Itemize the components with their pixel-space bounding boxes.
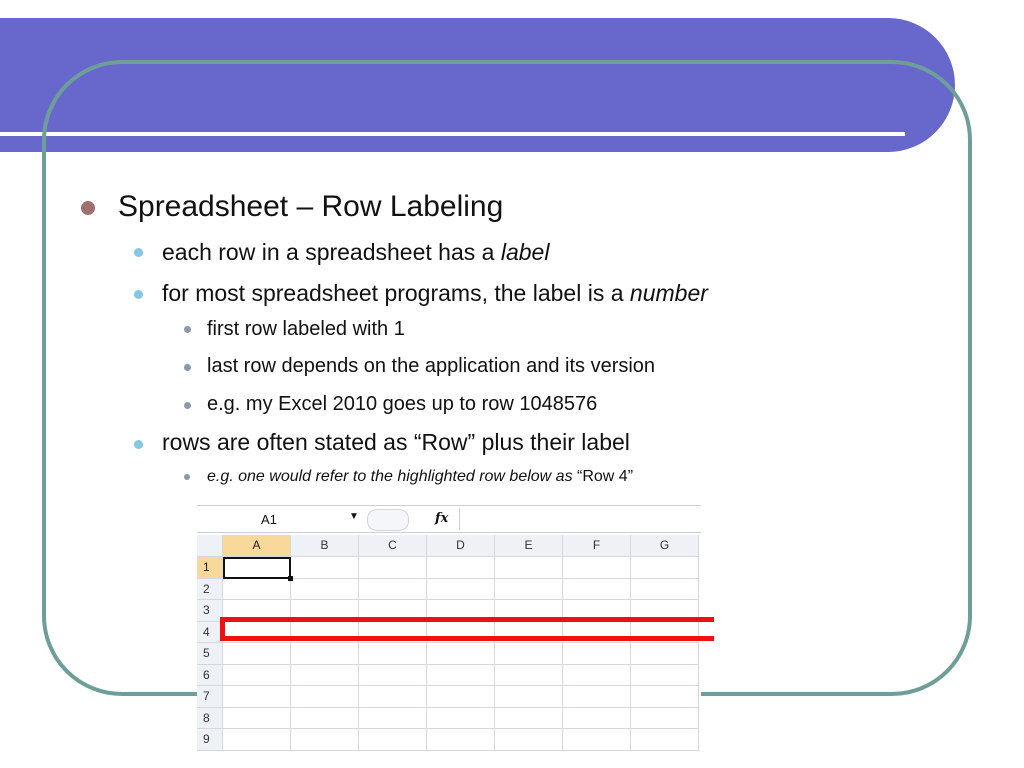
grid-cell[interactable]	[495, 643, 563, 665]
bullet-dot-icon	[184, 402, 191, 409]
column-header-d[interactable]: D	[427, 535, 495, 557]
grid-cell[interactable]	[359, 729, 427, 751]
column-header-e[interactable]: E	[495, 535, 563, 557]
grid-cell[interactable]	[291, 686, 359, 708]
bullet-emphasis: e.g. one would refer to the highlighted row below as	[207, 468, 578, 485]
grid-cell[interactable]	[359, 708, 427, 730]
bullet-dot-icon	[134, 248, 143, 257]
bullet-level2: rows are often stated as “Row” plus their label	[162, 429, 630, 455]
row-header-7[interactable]: 7	[197, 686, 223, 708]
bullet-text: for most spreadsheet programs, the label is a	[162, 280, 630, 306]
grid-cell[interactable]	[223, 579, 291, 601]
column-header-a[interactable]: A	[223, 535, 291, 557]
row-header-5[interactable]: 5	[197, 643, 223, 665]
grid-cell[interactable]	[359, 686, 427, 708]
grid-cell[interactable]	[427, 665, 495, 687]
grid-cell[interactable]	[495, 579, 563, 601]
grid-cell[interactable]	[563, 686, 631, 708]
selected-cell-a1[interactable]	[223, 557, 291, 579]
row-header-1[interactable]: 1	[197, 557, 223, 579]
formula-buttons	[367, 509, 409, 531]
grid-cell[interactable]	[359, 557, 427, 579]
column-header-b[interactable]: B	[291, 535, 359, 557]
formula-divider	[459, 508, 460, 530]
grid-cell[interactable]	[427, 643, 495, 665]
grid-cell[interactable]	[427, 686, 495, 708]
bullet-dot-icon	[81, 201, 95, 215]
column-header-c[interactable]: C	[359, 535, 427, 557]
grid-cell[interactable]	[563, 665, 631, 687]
grid-cell[interactable]	[495, 708, 563, 730]
grid-cell[interactable]	[563, 643, 631, 665]
grid-cell[interactable]	[427, 557, 495, 579]
name-box-value: A1	[261, 512, 277, 527]
bullet-level2	[162, 280, 708, 307]
grid-cell[interactable]	[563, 579, 631, 601]
bullet-emphasis: label	[500, 239, 550, 265]
grid-cell[interactable]	[495, 557, 563, 579]
row-header-8[interactable]: 8	[197, 708, 223, 730]
grid-cell[interactable]	[563, 729, 631, 751]
fill-handle[interactable]	[288, 576, 293, 581]
bullet-level4	[207, 468, 633, 486]
grid-cell[interactable]	[563, 557, 631, 579]
name-box[interactable]	[197, 509, 357, 529]
bullet-text: “Row 4”	[577, 468, 634, 485]
bullet-dot-icon	[134, 290, 143, 299]
bullet-dot-icon	[134, 440, 143, 449]
grid-cell[interactable]	[495, 686, 563, 708]
bullet-emphasis: number	[629, 280, 708, 306]
grid-cell[interactable]	[427, 729, 495, 751]
bullet-text: each row in a spreadsheet has a	[162, 239, 501, 265]
bullet-level3: first row labeled with 1	[207, 318, 405, 340]
select-all-corner[interactable]	[197, 535, 223, 557]
grid-cell[interactable]	[223, 708, 291, 730]
grid-cell[interactable]	[631, 708, 699, 730]
grid-cell[interactable]	[495, 729, 563, 751]
row-header-6[interactable]: 6	[197, 665, 223, 687]
bullet-dot-icon	[184, 474, 190, 480]
bullet-level2	[162, 239, 549, 266]
bullet-level1: Spreadsheet – Row Labeling	[118, 190, 504, 223]
row-header-2[interactable]: 2	[197, 579, 223, 601]
grid-cell[interactable]	[291, 643, 359, 665]
grid-cell[interactable]	[223, 729, 291, 751]
grid-cell[interactable]	[427, 579, 495, 601]
grid-cell[interactable]	[223, 686, 291, 708]
bullet-dot-icon	[184, 326, 191, 333]
grid-cell[interactable]	[291, 729, 359, 751]
grid-cell[interactable]	[631, 686, 699, 708]
grid-cell[interactable]	[359, 665, 427, 687]
grid-cell[interactable]	[291, 708, 359, 730]
grid-cell[interactable]	[223, 643, 291, 665]
formula-bar	[197, 505, 701, 533]
grid-cell[interactable]	[631, 665, 699, 687]
row-header-3[interactable]: 3	[197, 600, 223, 622]
grid-cell[interactable]	[631, 643, 699, 665]
grid-cell[interactable]	[631, 729, 699, 751]
column-header-g[interactable]: G	[631, 535, 699, 557]
grid-cell[interactable]	[631, 557, 699, 579]
grid-cell[interactable]	[631, 579, 699, 601]
grid-cell[interactable]	[291, 579, 359, 601]
bullet-level3: last row depends on the application and its version	[207, 355, 656, 377]
row-highlight-box	[220, 617, 714, 641]
row-header-9[interactable]: 9	[197, 729, 223, 751]
grid-cell[interactable]	[359, 579, 427, 601]
bullet-dot-icon	[184, 364, 191, 371]
column-header-f[interactable]: F	[563, 535, 631, 557]
row-header-4[interactable]: 4	[197, 622, 223, 644]
grid-cell[interactable]	[427, 708, 495, 730]
grid-cell[interactable]	[359, 643, 427, 665]
grid-cell[interactable]	[223, 665, 291, 687]
dropdown-arrow-icon[interactable]: ▼	[349, 511, 359, 522]
grid-cell[interactable]	[563, 708, 631, 730]
grid-cell[interactable]	[291, 557, 359, 579]
bullet-level3: e.g. my Excel 2010 goes up to row 1048576	[207, 393, 598, 415]
grid-cell[interactable]	[291, 665, 359, 687]
grid-cell[interactable]	[495, 665, 563, 687]
fx-icon[interactable]: fx	[435, 511, 449, 526]
